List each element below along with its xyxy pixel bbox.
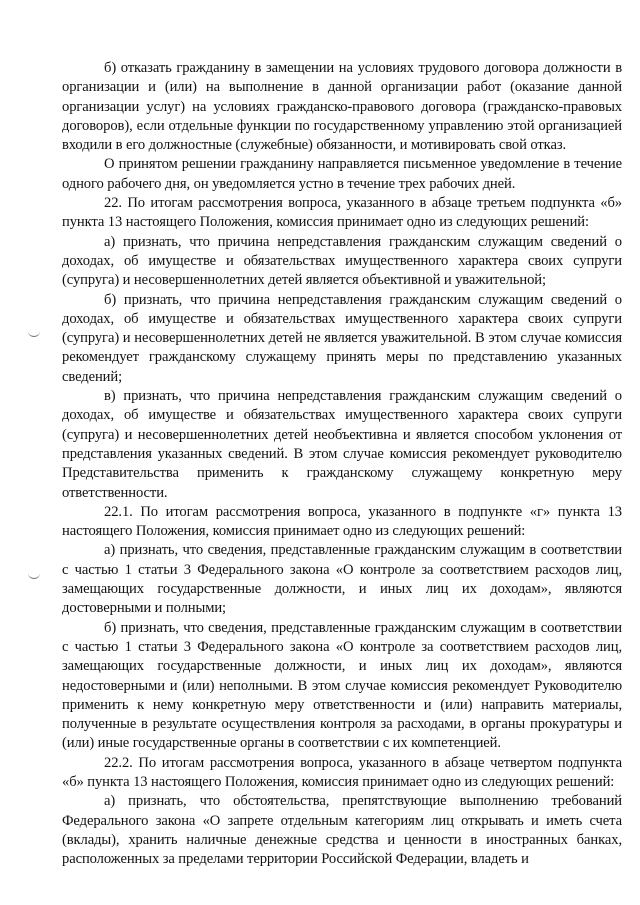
paragraph-22-2-a: а) признать, что обстоятельства, препятствующие выполнению требований Федерального закона «О запрете отдельным категориям лиц открывать и иметь счета (вклады), хранить наличные денежные средства и ценности в иностранных банках, расположенных за пределами территории Российской Федерации, владеть и <box>62 793 622 868</box>
paragraph-22: 22. По итогам рассмотрения вопроса, указанного в абзаце третьем подпункта «б» пункта 13 настоящего Положения, комиссия принимает одно из следующих решений: <box>62 195 622 231</box>
paragraph-22-a: а) признать, что причина непредставления гражданским служащим сведений о доходах, об имуществе и обязательствах имущественного характера своих супруги (супруга) и несовершеннолетних детей является объективной и уважительной; <box>62 233 622 289</box>
margin-mark <box>28 572 40 579</box>
paragraph-22-1-a: а) признать, что сведения, представленные гражданским служащим в соответствии с частью 1 статьи 3 Федерального закона «О контроле за соответствием расходов лиц, замещающих государственные должности, и иных лиц их доходам», являются достоверными и полными; <box>62 542 622 617</box>
paragraph-22-v: в) признать, что причина непредставления гражданским служащим сведений о доходах, об имуществе и обязательствах имущественного характера своих супруги (супруга) и несовершеннолетних детей необъективна и является способом уклонения от представления указанных сведений. В этом случае комиссия рекомендует руководителю Представительства применить к гражданскому служащему конкретную меру ответственности. <box>62 388 622 501</box>
paragraph-22-1: 22.1. По итогам рассмотрения вопроса, указанного в подпункте «г» пункта 13 настоящего Положения, комиссия принимает одно из следующих решений: <box>62 503 622 540</box>
paragraph-22-b: б) признать, что причина непредставления гражданским служащим сведений о доходах, об имуществе и обязательствах имущественного характера своих супруги (супруга) и несовершеннолетних детей не является уважительной. В этом случае комиссия рекомендует гражданскому служащему принять меры по представлению указанных сведений; <box>62 291 622 385</box>
paragraph-notification: О принятом решении гражданину направляется письменное уведомление в течение одного рабочего дня, он уведомляется устно в течение трех рабочих дней. <box>62 156 622 192</box>
paragraph-22-1-b: б) признать, что сведения, представленные гражданским служащим в соответствии с частью 1 статьи 3 Федерального закона «О контроле за соответствием расходов лиц, замещающих государственные должности, и иных лиц их доходам», являются недостоверными и (или) неполными. В этом случае комиссия рекомендует Руководителю применить к нему конкретную меру ответственности и (или) направить материалы, полученные в результате осуществления контроля за расходами, в органы прокуратуры и (или) иные государственные органы в соответствии с их компетенцией. <box>62 619 622 752</box>
document-body <box>62 59 622 869</box>
paragraph-22-2: 22.2. По итогам рассмотрения вопроса, указанного в абзаце четвертом подпункта «б» пункта 13 настоящего Положения, комиссия принимает одно из следующих решений: <box>62 754 622 790</box>
margin-mark <box>28 330 40 337</box>
paragraph-refusal: б) отказать гражданину в замещении на условиях трудового договора должности в организации и (или) на выполнение в данной организации работ (оказание данной организации услуг) на условиях гражданско-правового договора (гражданско-правовых договоров), если отдельные функции по государственному управлению этой организацией входили в его должностные (служебные) обязанности, и мотивировать свой отказ. <box>62 60 622 154</box>
